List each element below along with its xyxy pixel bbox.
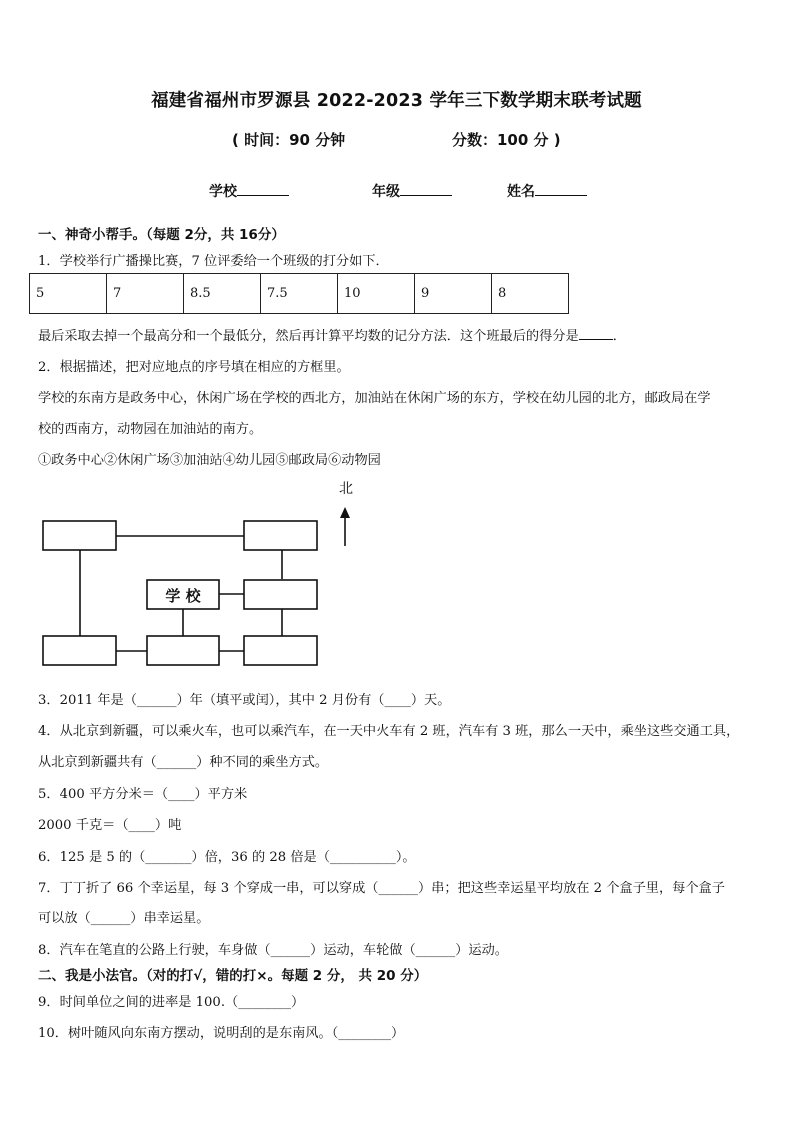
question-7-line-1: 7．丁丁折了 66 个幸运星，每 3 个穿成一串，可以穿成（______）串；把这些幸运星平均放在 2 个盒子里，每个盒子 (38, 881, 725, 896)
score-cell: 7.5 (261, 274, 338, 314)
exam-time: ( 时间：90 分钟 (232, 131, 346, 149)
question-4-line-1: 4．从北京到新疆，可以乘火车，也可以乘汽车，在一天中火车有 2 班，汽车有 3 班，那么一天中，乘坐这些交通工具， (38, 724, 740, 739)
question-1-question: 最后采取去掉一个最高分和一个最低分，然后再计算平均数的记分方法．这个班最后的得分是 (38, 329, 579, 344)
answer-box-bottom-left[interactable] (43, 636, 116, 665)
school-blank (237, 181, 289, 196)
answer-blank (579, 325, 613, 340)
section-2-heading: 二、我是小法官。（对的打√，错的打×。每题 2 分， 共 20 分） (38, 968, 428, 984)
answer-box-bottom-middle[interactable] (147, 636, 219, 665)
question-2-options: ①政务中心②休闲广场③加油站④幼儿园⑤邮政局⑥动物园 (38, 453, 381, 468)
answer-box-middle-right[interactable] (244, 580, 317, 609)
answer-box-top-right[interactable] (244, 521, 317, 550)
score-cell: 8 (492, 274, 569, 314)
exam-score: 分数：100 分 ) (452, 131, 561, 149)
answer-box-top-left[interactable] (43, 521, 116, 550)
score-table (29, 273, 569, 314)
name-blank (535, 181, 587, 196)
school-field (209, 181, 289, 201)
question-6: 6．125 是 5 的（_______）倍，36 的 28 倍是（__________）。 (38, 850, 416, 865)
north-label: 北 (339, 481, 353, 497)
grade-field (372, 181, 452, 201)
arrow-head-icon (340, 507, 350, 518)
name-label: 姓名 (507, 184, 535, 200)
question-2-desc-2: 校的西南方，动物园在加油站的南方。 (38, 422, 263, 437)
question-5-line-1: 5．400 平方分米＝（____）平方米 (38, 787, 248, 802)
answer-box-bottom-right[interactable] (244, 636, 317, 665)
score-cell: 10 (338, 274, 415, 314)
question-1-text (38, 325, 626, 344)
location-diagram (0, 470, 793, 675)
score-cell: 8.5 (184, 274, 261, 314)
table-row (30, 274, 569, 314)
question-8: 8．汽车在笔直的公路上行驶，车身做（______）运动，车轮做（______）运动。 (38, 943, 508, 958)
question-5-line-2: 2000 千克＝（____）吨 (38, 818, 182, 833)
question-4-line-2: 从北京到新疆共有（______）种不同的乘坐方式。 (38, 755, 329, 770)
question-3: 3．2011 年是（______）年（填平或闰），其中 2 月份有（____）天。 (38, 693, 451, 708)
school-label: 学校 (209, 184, 237, 200)
question-10: 10．树叶随风向东南方摆动，说明刮的是东南风。（________） (38, 1026, 405, 1041)
score-cell: 5 (30, 274, 107, 314)
question-7-line-2: 可以放（______）串幸运星。 (38, 911, 210, 926)
question-9: 9．时间单位之间的进率是 100.（________） (38, 995, 305, 1010)
question-2-desc-1: 学校的东南方是政务中心，休闲广场在学校的西北方，加油站在休闲广场的东方，学校在幼儿园的北方，邮政局在学 (38, 391, 711, 406)
name-field (507, 181, 587, 201)
score-cell: 7 (107, 274, 184, 314)
score-cell: 9 (415, 274, 492, 314)
grade-blank (400, 181, 452, 196)
question-2-intro: 2．根据描述，把对应地点的序号填在相应的方框里。 (38, 360, 350, 375)
page-title: 福建省福州市罗源县 2022-2023 学年三下数学期末联考试题 (151, 91, 642, 111)
question-1-end: ． (612, 329, 626, 344)
question-1-intro: 1．学校举行广播操比赛，7 位评委给一个班级的打分如下． (38, 254, 389, 269)
school-label: 学 校 (165, 587, 201, 605)
section-1-heading: 一、神奇小帮手。（每题 2分，共 16分） (38, 227, 285, 243)
grade-label: 年级 (372, 184, 400, 200)
